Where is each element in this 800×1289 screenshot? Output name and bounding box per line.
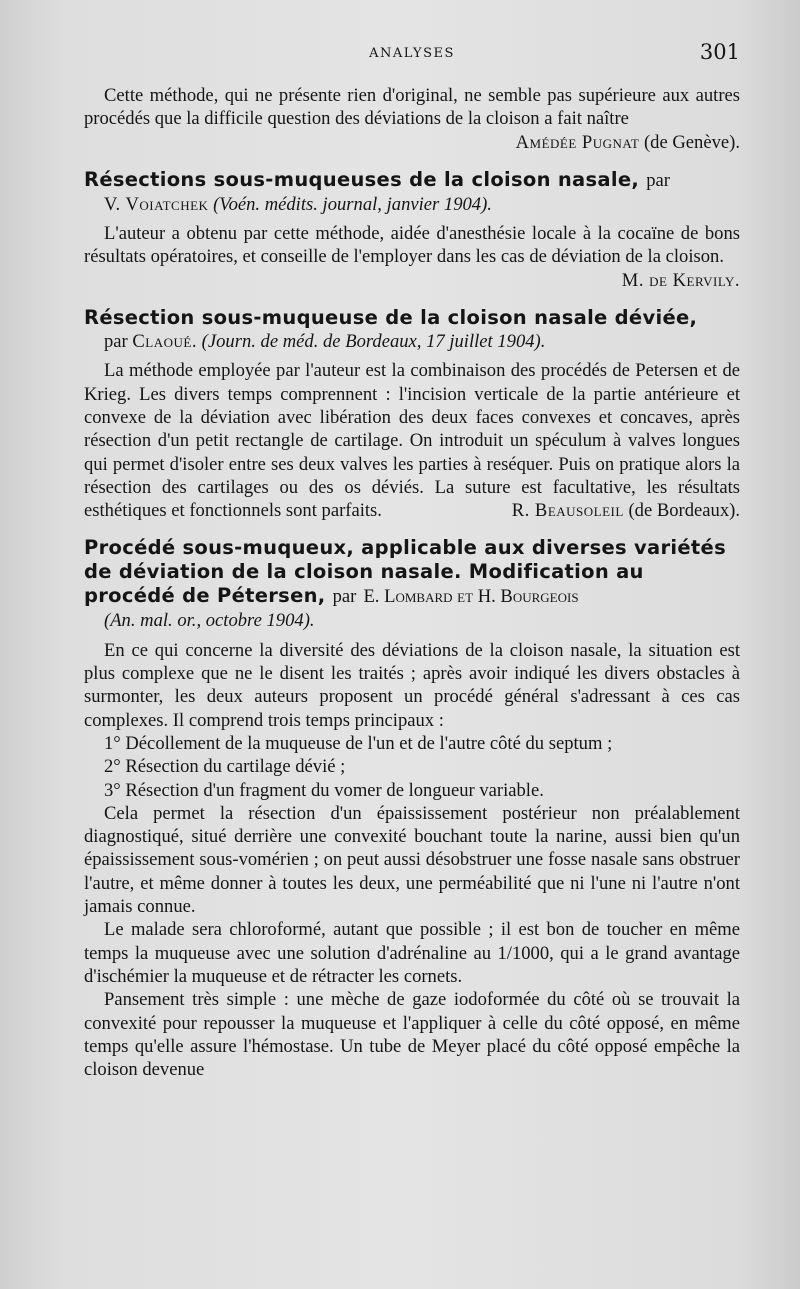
- signature-beausoleil-place: (de Bordeaux).: [628, 500, 740, 522]
- authors-lombard: E. Lombard et H. Bourgeois: [363, 586, 579, 608]
- citation-lombard-source: (An. mal. or., octobre 1904).: [104, 610, 315, 632]
- list-item: 1° Décollement de la muqueuse de l'un et de l'autre côté du septum ;: [104, 732, 613, 754]
- article-title-claoue: [84, 306, 740, 330]
- citation-voiatchek-source: (Voén. médits. journal, janvier 1904).: [213, 193, 492, 215]
- review-lombard-paragraph-4: Pansement très simple : une mèche de gaze iodoformée du côté où se trouvait la convexité pour repousser la muqueuse et l'appliquer à celle du côté opposé, en même temps qu'elle assure l'hémostase. Un tube de Meyer placé du côté opposé empêche la cloison devenue: [84, 989, 740, 1081]
- list-item: 2° Résection du cartilage dévié ;: [104, 756, 346, 778]
- signature-pugnat: [496, 131, 740, 154]
- author-voiatchek: V. Voiatchek: [104, 193, 209, 215]
- title-voiatchek-by: par: [646, 169, 670, 191]
- citation-claoue: [84, 330, 740, 353]
- running-head: ANALYSES: [369, 46, 455, 61]
- review-pugnat-text: Cette méthode, qui ne présente rien d'original, ne semble pas supérieure aux autres procédés que la difficile question des déviations de la cloison a fait naître: [84, 85, 740, 130]
- signature-beausoleil-name: R. Beausoleil: [511, 500, 624, 522]
- review-claoue-paragraph: [84, 359, 740, 522]
- page-header: [84, 40, 740, 74]
- article-title-lombard: [84, 536, 740, 609]
- author-claoue: Claoué.: [132, 331, 198, 353]
- title-claoue-text: Résection sous-muqueuse de la cloison nasale déviée,: [84, 306, 698, 330]
- page-number: 301: [699, 40, 740, 64]
- page-body: [84, 84, 740, 1081]
- review-lombard-paragraph-1: En ce qui concerne la diversité des déviations de la cloison nasale, la situation est plus complexe que ne le disent les traités ; après avoir indiqué les divers obstacles à surmonter, les deux auteurs proposent un procédé général s'adressant à ces cas complexes. Il comprend trois temps principaux :: [84, 639, 740, 731]
- citation-voiatchek: [84, 193, 740, 216]
- signature-pugnat-place: (de Genève).: [643, 131, 740, 153]
- list-item: 3° Résection d'un fragment du vomer de longueur variable.: [104, 779, 544, 801]
- article-title-voiatchek: [84, 168, 740, 193]
- citation-claoue-source: (Journ. de méd. de Bordeaux, 17 juillet 1904).: [201, 331, 546, 353]
- review-claoue-text: La méthode employée par l'auteur est la combinaison des procédés de Petersen et de Krieg. Les divers temps comprennent : l'incision verticale de la partie antérieure et convexe de la déviation avec libération des deux faces convexes et concaves, après résection d'un petit rectangle de cartilage. On introduit un spéculum à valves longues qui permet d'isoler entre ses deux valves les parties à reséquer. Puis on pratique alors la résection des cartilages ou des os déviés. La suture est facultative, les résultats esthétiques et fonctionnels sont parfaits.: [84, 360, 740, 522]
- title-lombard-text: Procédé sous-muqueux, applicable aux diverses variétés de déviation de la cloison nasale. Modification au procédé de Pétersen,: [84, 536, 726, 608]
- citation-claoue-by: par: [104, 331, 128, 353]
- signature-beausoleil: [492, 499, 740, 522]
- review-voiatchek-paragraph: [84, 222, 740, 292]
- review-voiatchek-text: L'auteur a obtenu par cette méthode, aidée d'anesthésie locale à la cocaïne de bons résultats opératoires, et conseille de l'employer dans les cas de déviation de la cloison.: [84, 223, 740, 268]
- review-lombard-paragraph-2: Cela permet la résection d'un épaississement postérieur non préalablement diagnostiqué, situé derrière une convexité bouchant toute la narine, aussi bien qu'un épaississement sous-vomérien ; on peut aussi désobstruer une fosse nasale sans obstruer l'autre, et même donner à toutes les deux, une perméabilité que ni l'une ni l'autre n'ont jamais connue.: [84, 802, 740, 918]
- title-voiatchek-text: Résections sous-muqueuses de la cloison nasale,: [84, 167, 640, 191]
- citation-lombard: [84, 609, 740, 632]
- signature-pugnat-name: Amédée Pugnat: [515, 131, 640, 153]
- review-pugnat-paragraph: [84, 84, 740, 154]
- signature-kervily: M. de Kervily.: [621, 269, 740, 291]
- review-lombard-paragraph-3: Le malade sera chloroformé, autant que possible ; il est bon de toucher en même temps la muqueuse avec une solution d'adrénaline au 1/1000, qui a le grand avantage d'ischémier la muqueuse et de rétracter les cornets.: [84, 919, 740, 987]
- title-lombard-by: par: [332, 586, 357, 608]
